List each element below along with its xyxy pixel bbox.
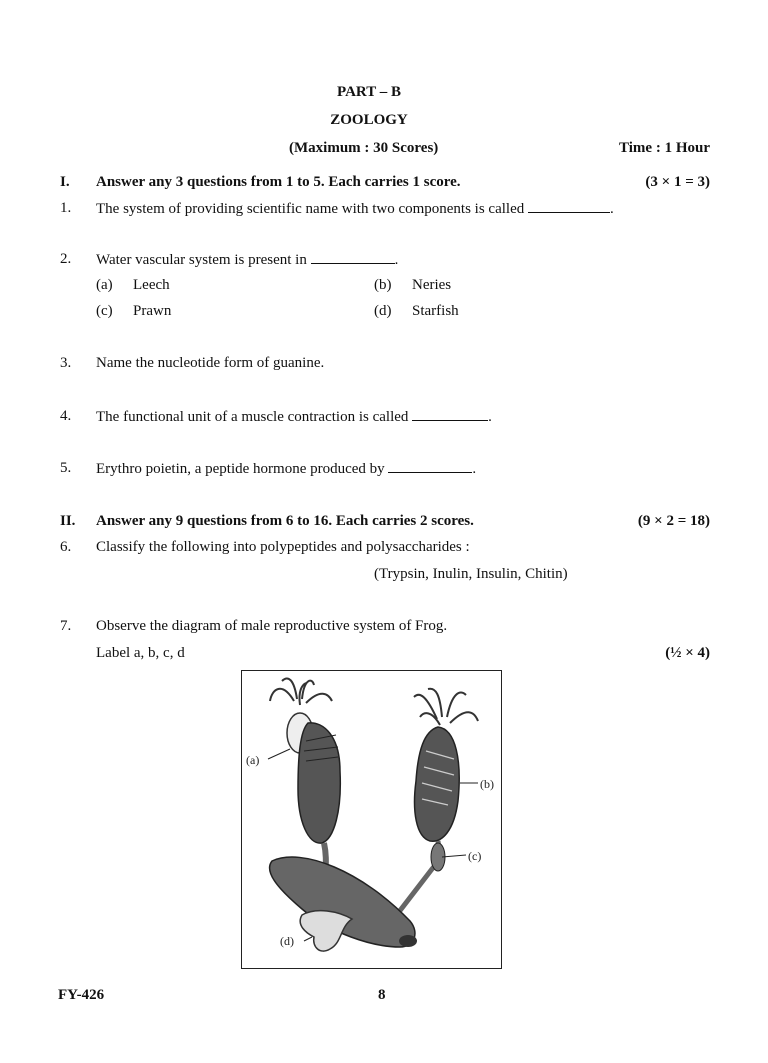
question-tail: . (488, 409, 492, 425)
paper-code: FY-426 (58, 987, 105, 1003)
question-number: 5. (60, 460, 72, 476)
label-b: (b) (480, 777, 494, 791)
leader-line-c (442, 855, 466, 857)
question-text: The functional unit of a muscle contraction is called (96, 409, 409, 425)
section1-roman: I. (60, 174, 70, 190)
page-number: 8 (378, 987, 386, 1003)
answer-blank (388, 460, 472, 473)
answer-blank (412, 408, 488, 421)
question-number: 2. (60, 251, 72, 267)
answer-blank (528, 200, 610, 213)
question-text: Classify the following into polypeptides and polysaccharides : (96, 539, 470, 555)
time-allowed: Time : 1 Hour (619, 140, 710, 156)
question-number: 6. (60, 539, 72, 555)
kidney-right (415, 727, 460, 841)
label-c: (c) (468, 849, 482, 863)
option-text: Neries (412, 277, 452, 293)
section1-instruction: Answer any 3 questions from 1 to 5. Each carries 1 score. (96, 174, 461, 190)
question-subtext: Label a, b, c, d (96, 645, 185, 661)
option-text: Starfish (412, 303, 459, 319)
question-number: 7. (60, 618, 72, 634)
question-text: Observe the diagram of male reproductive system of Frog. (96, 618, 448, 634)
section1-marks: (3 × 1 = 3) (645, 174, 710, 190)
part-title: PART – B (337, 84, 401, 100)
cloacal-aperture (399, 935, 417, 947)
question-5 (96, 460, 476, 478)
option-text: Prawn (133, 303, 172, 319)
question-text: Water vascular system is present in (96, 252, 307, 268)
fat-body-left (270, 678, 332, 705)
question-number: 4. (60, 408, 72, 424)
option-text: Leech (133, 277, 170, 293)
classify-list: (Trypsin, Inulin, Insulin, Chitin) (374, 566, 568, 582)
section2-marks: (9 × 2 = 18) (637, 513, 710, 529)
question-number: 1. (60, 200, 72, 216)
label-d: (d) (280, 934, 294, 948)
max-scores: (Maximum : 30 Scores) (289, 140, 439, 156)
subject-title: ZOOLOGY (330, 112, 408, 128)
question-tail: . (610, 201, 614, 217)
question-text: Erythro poietin, a peptide hormone produced by (96, 461, 385, 477)
section2-roman: II. (60, 513, 76, 529)
question-text: The system of providing scientific name with two components is called (96, 201, 525, 217)
question-tail: . (472, 461, 477, 477)
question-tail: . (394, 252, 399, 268)
option-letter: (b) (374, 277, 392, 293)
frog-reproductive-diagram (241, 670, 502, 969)
label-a: (a) (246, 753, 260, 767)
leader-line-a (268, 749, 290, 759)
question-7-marks: (½ × 4) (665, 645, 710, 661)
leader-line-d (304, 937, 312, 941)
question-text: Name the nucleotide form of guanine. (96, 355, 325, 371)
question-2 (96, 251, 398, 269)
question-1 (96, 200, 614, 218)
section2-instruction: Answer any 9 questions from 6 to 16. Each carries 2 scores. (96, 513, 474, 529)
answer-blank (311, 251, 395, 264)
option-letter: (a) (96, 277, 113, 293)
diagram-illustration (242, 671, 501, 968)
fat-body-right (414, 689, 478, 725)
option-letter: (c) (96, 303, 113, 319)
question-4 (96, 408, 492, 426)
kidney-left (298, 723, 340, 843)
option-letter: (d) (374, 303, 392, 319)
question-number: 3. (60, 355, 72, 371)
